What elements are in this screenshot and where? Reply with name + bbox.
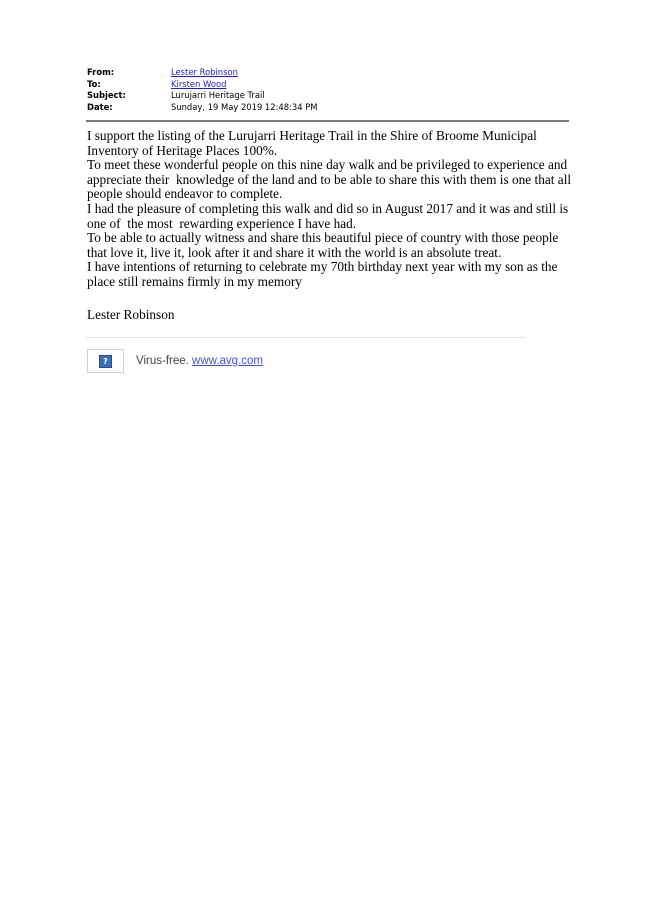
- header-divider: [86, 120, 569, 122]
- broken-image-icon: ?: [99, 355, 112, 368]
- body-paragraph-2: To meet these wonderful people on this nine day walk and be privileged to experience and appreciate their knowledge of the land and to be able to share this with them is one that all people should endeavor to complete.: [87, 157, 575, 202]
- virus-free-label: Virus-free.: [136, 355, 189, 367]
- date-value: Sunday, 19 May 2019 12:48:34 PM: [171, 101, 318, 112]
- avg-link[interactable]: www.avg.com: [192, 355, 263, 367]
- from-label: From:: [87, 67, 115, 77]
- subject-value: Lurujarri Heritage Trail: [171, 90, 265, 100]
- avg-text: [136, 355, 263, 367]
- signature-divider: [86, 337, 526, 338]
- body-paragraph-5: I have intentions of returning to celebrate my 70th birthday next year with my son as the place still remains firmly in my memory: [87, 259, 561, 289]
- from-row: [87, 67, 318, 79]
- signature: Lester Robinson: [87, 307, 175, 322]
- from-link[interactable]: Lester Robinson: [171, 67, 238, 77]
- body-paragraph-3: I had the pleasure of completing this walk and did so in August 2017 and it was and still is one of the most rewarding experience I have had.: [87, 200, 572, 231]
- date-label: Date:: [87, 101, 113, 112]
- avg-logo-box[interactable]: [87, 349, 124, 373]
- subject-row: [87, 90, 318, 102]
- body-paragraph-1: I support the listing of the Lurujarri Heritage Trail in the Shire of Broome Municipal Inventory of Heritage Places 100%.: [87, 128, 541, 158]
- body-paragraph-4: To be able to actually witness and share this beautiful piece of country with those people that love it, live it, look after it and share it with the world is an absolute treat.: [87, 230, 562, 260]
- subject-label: Subject:: [87, 90, 126, 100]
- email-header: [87, 67, 318, 113]
- date-row: [87, 102, 318, 114]
- to-row: [87, 79, 318, 91]
- to-label: To:: [87, 78, 101, 89]
- to-link[interactable]: Kirsten Wood: [171, 78, 227, 89]
- avg-footer: [87, 348, 263, 374]
- email-body: [87, 128, 575, 290]
